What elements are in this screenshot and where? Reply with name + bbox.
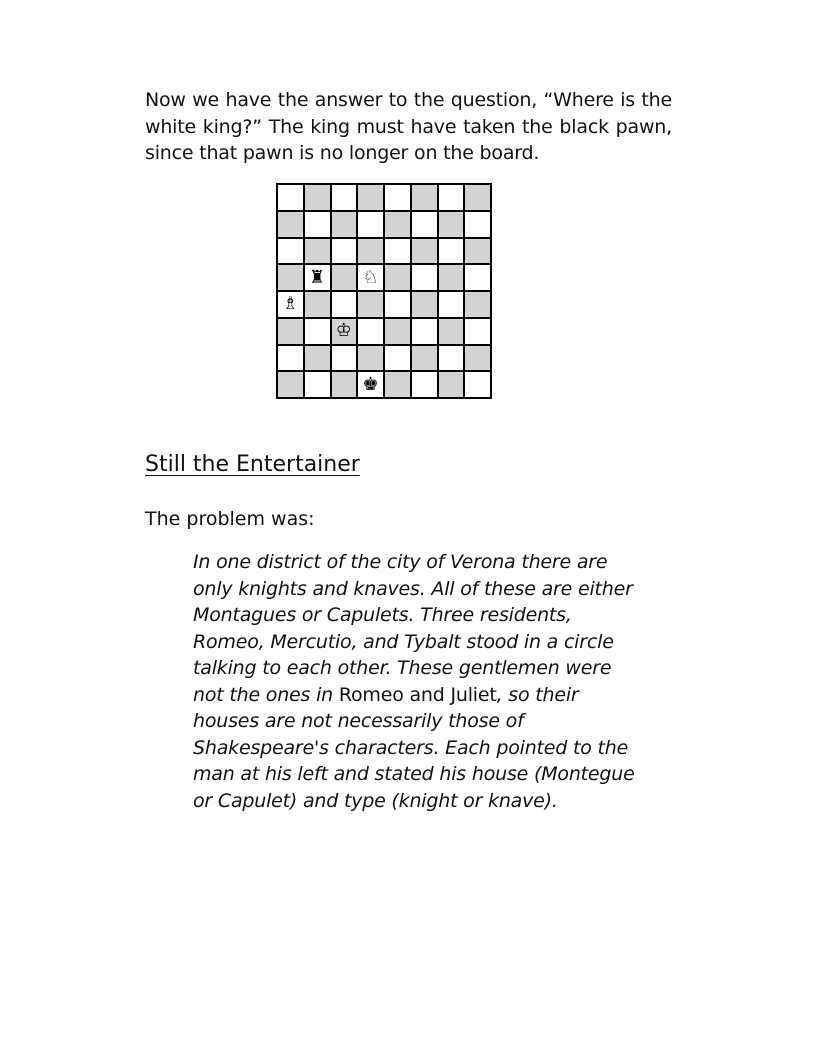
- quote-line: talking to each other. These gentlemen were: [193, 657, 612, 679]
- play-title: Romeo and Juliet: [338, 683, 497, 706]
- quote-line: Shakespeare's characters. Each pointed to the: [193, 736, 629, 759]
- board-square: [464, 238, 491, 265]
- board-square: [411, 211, 438, 238]
- problem-intro: The problem was:: [145, 508, 315, 530]
- board-square: [411, 291, 438, 318]
- quote-line: only knights and knaves. All of these are either: [193, 577, 633, 600]
- board-square: [304, 238, 331, 265]
- board-square: [331, 371, 358, 398]
- quote-line: or Capulet) and type (knight or knave).: [193, 789, 558, 812]
- board-square: [277, 264, 304, 291]
- board-square: [357, 238, 384, 265]
- board-square: [357, 345, 384, 372]
- board-square: [411, 371, 438, 398]
- board-square: [438, 211, 465, 238]
- quote-line: Montagues or Capulets. Three residents,: [193, 604, 572, 626]
- board-square: [277, 371, 304, 398]
- board-square: [438, 264, 465, 291]
- board-square: [384, 184, 411, 211]
- board-square: [357, 291, 384, 318]
- board-square: [277, 345, 304, 372]
- board-square: [277, 238, 304, 265]
- quote-line: In one district of the city of Verona there are: [193, 551, 608, 573]
- white-king-icon: ♔: [335, 320, 352, 342]
- board-square: [438, 345, 465, 372]
- board-square: [357, 318, 384, 345]
- quote-text: , so their: [496, 683, 579, 706]
- board-square: [384, 211, 411, 238]
- board-square: [464, 184, 491, 211]
- board-square: [304, 211, 331, 238]
- board-square: [331, 318, 358, 345]
- board-square: [304, 184, 331, 211]
- board-square: [331, 184, 358, 211]
- board-square: [411, 238, 438, 265]
- quote-line: man at his left and stated his house (Montegue: [193, 763, 635, 785]
- board-square: [438, 291, 465, 318]
- board-square: [304, 264, 331, 291]
- chess-board: [276, 183, 492, 399]
- answer-line: since that pawn is no longer on the board.: [145, 142, 540, 164]
- board-square: [304, 291, 331, 318]
- board-square: [277, 318, 304, 345]
- board-square: [304, 345, 331, 372]
- board-square: [411, 318, 438, 345]
- board-square: [304, 318, 331, 345]
- quote-line: Romeo, Mercutio, and Tybalt stood in a circle: [193, 630, 614, 653]
- board-square: [384, 371, 411, 398]
- board-square: [384, 264, 411, 291]
- board-square: [277, 211, 304, 238]
- board-square: [331, 291, 358, 318]
- board-square: [411, 184, 438, 211]
- board-square: [464, 345, 491, 372]
- board-square: [331, 264, 358, 291]
- board-square: [411, 264, 438, 291]
- board-square: [411, 345, 438, 372]
- board-square: [438, 371, 465, 398]
- board-square: [384, 318, 411, 345]
- answer-line: white king?” The king must have taken the black pawn,: [145, 115, 672, 138]
- board-square: [357, 371, 384, 398]
- board-square: [438, 184, 465, 211]
- problem-quote: [193, 549, 633, 814]
- black-rook-icon: ♜: [309, 266, 326, 288]
- board-square: [464, 291, 491, 318]
- answer-paragraph: [145, 87, 672, 167]
- board-square: [277, 184, 304, 211]
- board-square: [331, 238, 358, 265]
- quote-line: houses are not necessarily those of: [193, 710, 524, 732]
- board-square: [438, 318, 465, 345]
- quote-text: not the ones in: [193, 683, 339, 706]
- board-square: [357, 184, 384, 211]
- board-square: [331, 211, 358, 238]
- quote-line: [193, 682, 633, 709]
- answer-line: Now we have the answer to the question, “Where is the: [145, 89, 672, 111]
- board-square: [384, 238, 411, 265]
- board-square: [331, 345, 358, 372]
- board-square: [304, 371, 331, 398]
- board-square: [384, 291, 411, 318]
- white-knight-icon: ♘: [362, 266, 379, 288]
- board-square: [464, 371, 491, 398]
- board-square: [438, 238, 465, 265]
- board-square: [357, 264, 384, 291]
- black-king-icon: ♚: [362, 373, 379, 395]
- board-square: [357, 211, 384, 238]
- board-square: [277, 291, 304, 318]
- board-square: [464, 264, 491, 291]
- board-square: [384, 345, 411, 372]
- board-square: [464, 318, 491, 345]
- white-bishop-icon: ♗: [282, 293, 299, 315]
- board-square: [464, 211, 491, 238]
- section-heading: Still the Entertainer: [145, 452, 360, 477]
